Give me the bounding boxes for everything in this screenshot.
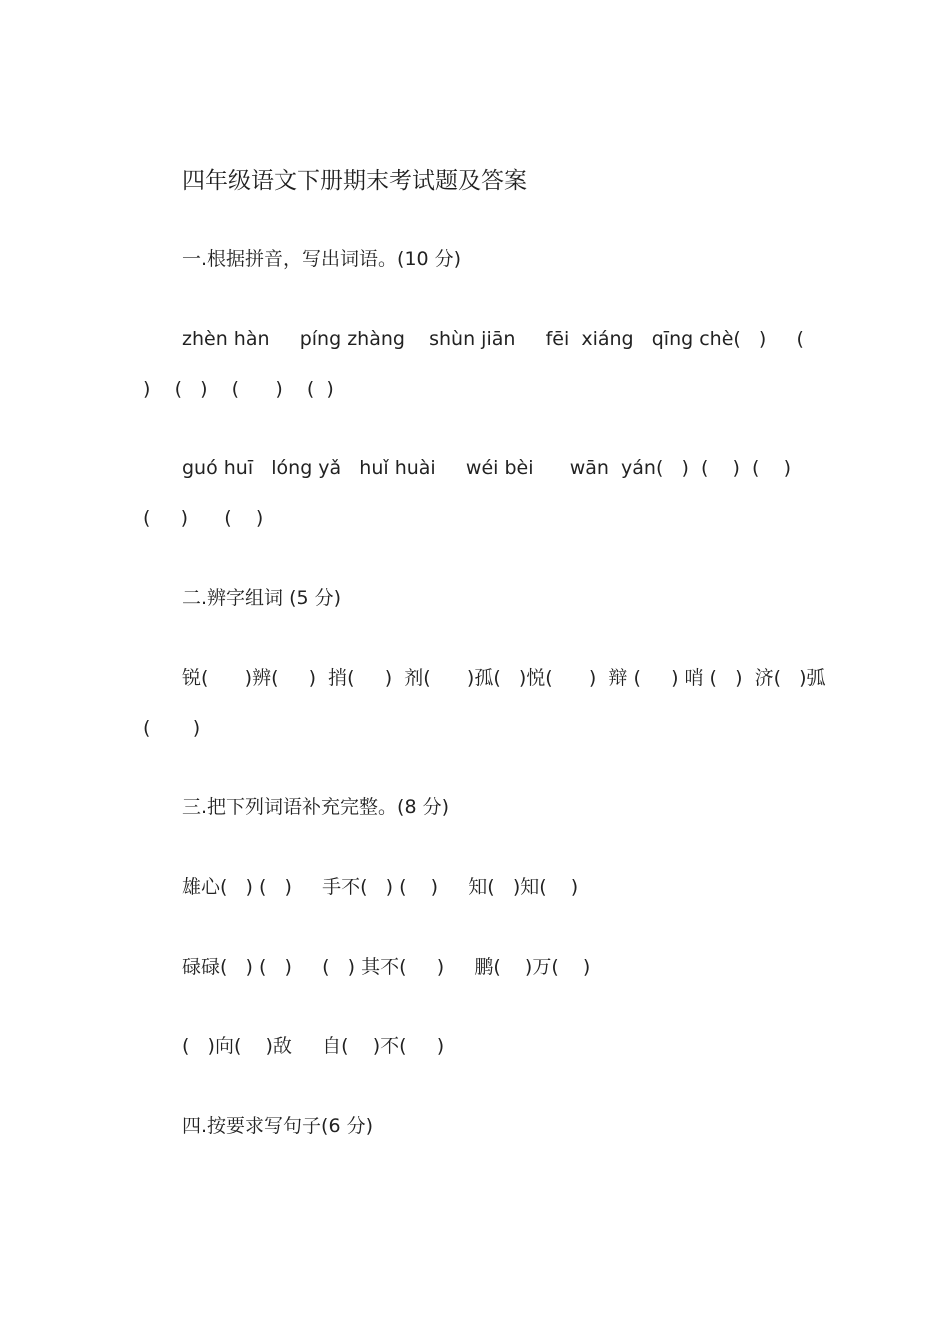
char-compare-line: 锐( )辨( ) 捎( ) 剂( )孤( )悦( ) 辩 ( ) 哨 ( ) 济( )弧 <box>182 667 826 689</box>
document-title: 四年级语文下册期末考试题及答案 <box>182 168 527 194</box>
char-compare-line-continued: ( ) <box>143 717 201 739</box>
idiom-line-1: 雄心( ) ( ) 手不( ) ( ) 知( )知( ) <box>182 876 579 898</box>
pinyin-line-2-continued: ( ) ( ) <box>143 507 264 529</box>
pinyin-line-2: guó huī lóng yǎ huǐ huài wéi bèi wān yán( ) ( ) ( ) <box>182 457 792 479</box>
idiom-line-2: 碌碌( ) ( ) ( ) 其不( ) 鹏( )万( ) <box>182 956 591 978</box>
section-1-heading: 一.根据拼音，写出词语。(10 分) <box>182 248 462 270</box>
pinyin-line-1-continued: ) ( ) ( ) ( ) <box>143 378 334 400</box>
section-4-heading: 四.按要求写句子(6 分) <box>182 1115 373 1137</box>
section-3-heading: 三.把下列词语补充完整。(8 分) <box>182 796 449 818</box>
idiom-line-3: ( )向( )敌 自( )不( ) <box>182 1035 445 1057</box>
section-2-heading: 二.辨字组词 (5 分) <box>182 587 342 609</box>
pinyin-line-1: zhèn hàn píng zhàng shùn jiān fēi xiáng qīng chè( ) ( <box>182 328 804 350</box>
